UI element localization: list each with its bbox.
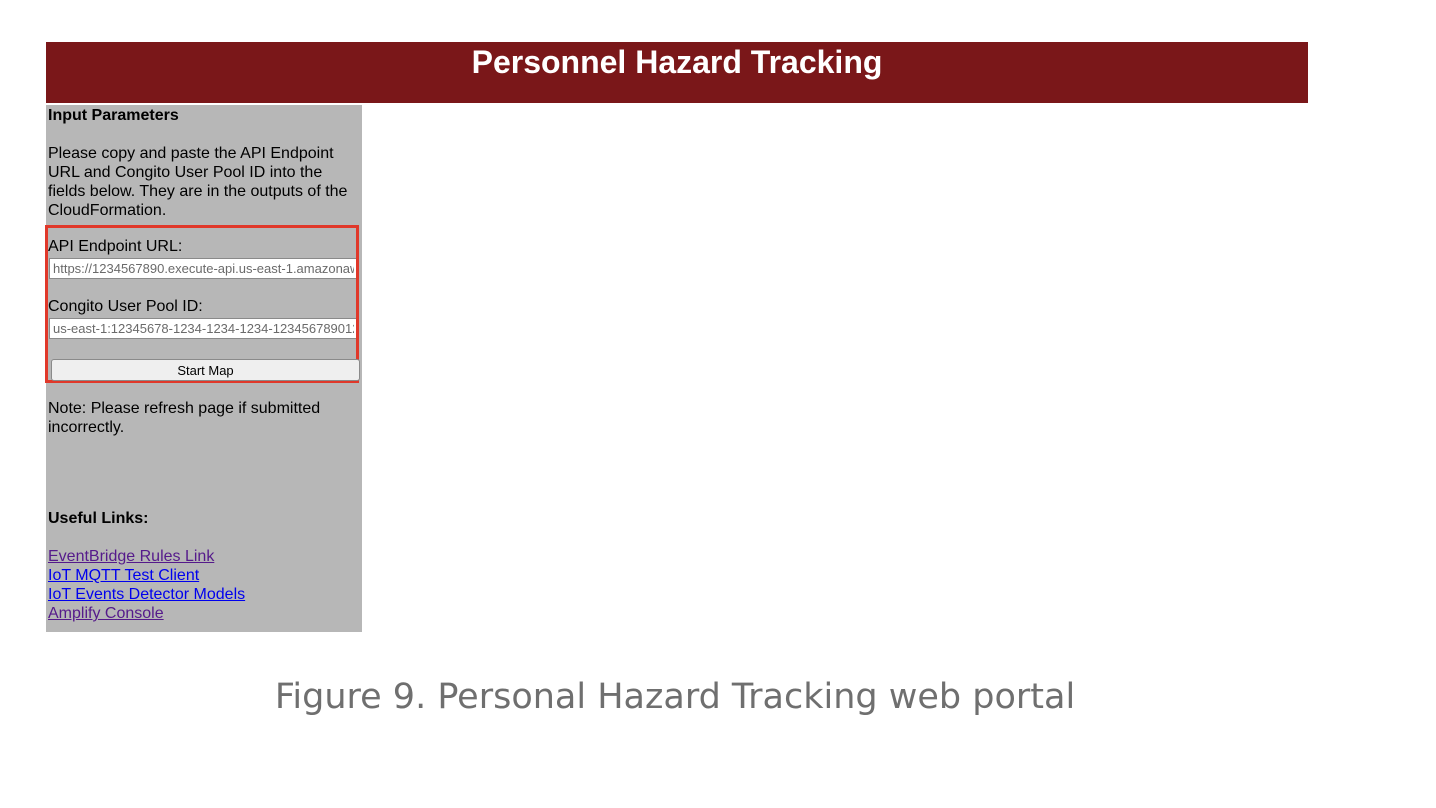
api-endpoint-label: API Endpoint URL:: [48, 238, 183, 255]
instructions-text: Please copy and paste the API Endpoint URL and Congito User Pool ID into the fields below. They are in the outputs of the CloudFormation.: [48, 145, 348, 219]
amplify-console-link[interactable]: Amplify Console: [48, 605, 164, 622]
figure-caption: Figure 9. Personal Hazard Tracking web portal: [274, 677, 1076, 717]
pool-id-label: Congito User Pool ID:: [48, 298, 203, 315]
iot-mqtt-test-client-link[interactable]: IoT MQTT Test Client: [48, 567, 200, 584]
refresh-note: Note: Please refresh page if submitted incorrectly.: [48, 400, 321, 436]
iot-events-detector-models-link[interactable]: IoT Events Detector Models: [48, 586, 246, 603]
input-form-highlight: [45, 225, 359, 383]
app-header: [46, 42, 1308, 103]
input-parameters-heading: Input Parameters: [48, 107, 179, 124]
page-title: Personnel Hazard Tracking: [471, 44, 883, 80]
start-map-button[interactable]: Start Map: [51, 359, 360, 381]
eventbridge-rules-link[interactable]: EventBridge Rules Link: [48, 548, 215, 565]
useful-links-heading: Useful Links:: [48, 510, 149, 527]
useful-links-list: [48, 547, 245, 623]
